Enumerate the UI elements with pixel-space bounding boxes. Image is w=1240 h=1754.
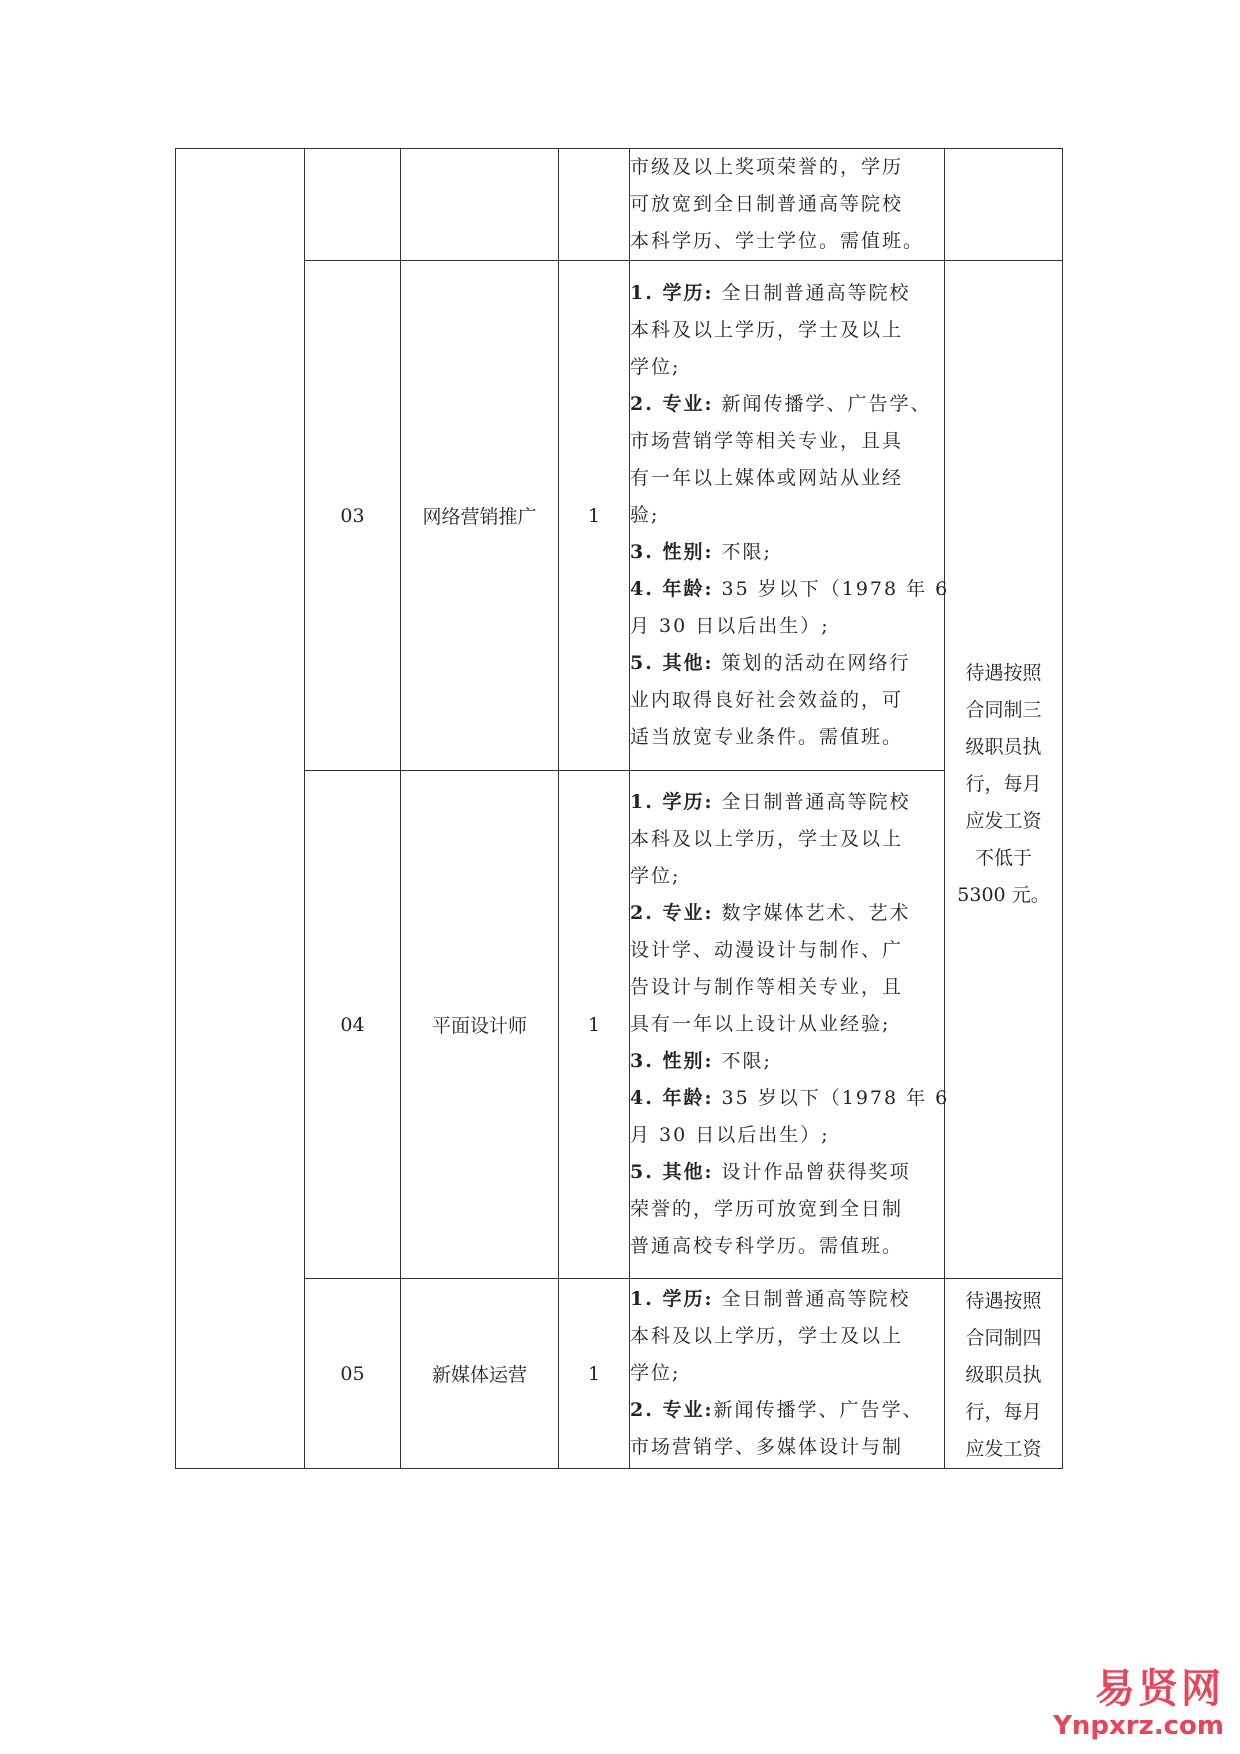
requirement-text: 本科及以上学历，学士及以上: [630, 319, 904, 341]
requirement-line: [630, 534, 944, 571]
requirement-line: [630, 149, 944, 186]
headcount: 1: [559, 1279, 630, 1469]
requirement-line: [630, 1191, 944, 1228]
requirement-line: [630, 1117, 944, 1154]
requirements-cell: [630, 1279, 945, 1469]
requirement-line: [630, 312, 944, 349]
requirement-text: 有一年以上媒体或网站从业经: [630, 467, 904, 489]
requirement-label: 1. 学历:: [630, 282, 714, 304]
requirement-text: 学位;: [630, 865, 681, 887]
watermark-site: Ynpxrz.com: [1053, 1711, 1224, 1741]
requirement-text: 验;: [630, 504, 660, 526]
requirement-line: [630, 1355, 944, 1392]
recruitment-table: [175, 148, 1063, 1469]
requirement-text: 本科及以上学历，学士及以上: [630, 1325, 904, 1347]
requirement-line: [630, 821, 944, 858]
requirement-label: 5. 其他:: [630, 1161, 714, 1183]
salary-line: 合同制四: [965, 1327, 1042, 1349]
headcount: [559, 149, 630, 261]
requirements-cell: [630, 149, 945, 261]
position-number: [305, 149, 401, 261]
requirement-line: [630, 1006, 944, 1043]
requirement-line: [630, 386, 944, 423]
salary-line: 行，每月: [965, 1401, 1042, 1423]
requirement-line: [630, 349, 944, 386]
table-row: [176, 1279, 1063, 1469]
position-title: 网络营销推广: [401, 261, 559, 771]
position-title: [401, 149, 559, 261]
requirement-label: 2. 专业:: [630, 1399, 714, 1421]
requirement-line: [630, 1392, 944, 1429]
requirement-text: 具有一年以上设计从业经验;: [630, 1013, 891, 1035]
requirement-text: 全日制普通高等院校: [713, 282, 911, 304]
requirement-line: [630, 858, 944, 895]
requirement-label: 4. 年龄:: [630, 1087, 714, 1109]
requirement-label: 5. 其他:: [630, 652, 714, 674]
salary-cell-empty: [945, 149, 1063, 261]
requirement-text: 新闻传播学、广告学、: [713, 393, 932, 415]
requirement-line: [630, 784, 944, 821]
requirement-text: 设计学、动漫设计与制作、广: [630, 939, 904, 961]
requirement-line: [630, 719, 944, 756]
requirement-text: 新闻传播学、广告学、: [713, 1399, 924, 1421]
requirements-cell: [630, 261, 950, 771]
salary-line: 5300 元。: [957, 884, 1050, 906]
requirement-line: [630, 423, 944, 460]
requirement-text: 月 30 日以后出生）;: [630, 1124, 830, 1146]
requirement-line: [630, 682, 944, 719]
requirement-text: 不限;: [713, 541, 772, 563]
requirement-text: 全日制普通高等院校: [713, 1288, 911, 1310]
requirement-text: 本科及以上学历，学士及以上: [630, 828, 904, 850]
requirement-text: 业内取得良好社会效益的，可: [630, 689, 904, 711]
requirement-line: [630, 1228, 944, 1265]
requirement-line: [630, 497, 944, 534]
requirement-line: [630, 608, 944, 645]
requirement-line: [630, 1429, 944, 1466]
salary-line: 不低于: [974, 847, 1032, 869]
requirement-line: [630, 969, 944, 1006]
requirement-text: 设计作品曾获得奖项: [713, 1161, 911, 1183]
headcount: 1: [559, 771, 630, 1279]
requirement-text: 月 30 日以后出生）;: [630, 615, 830, 637]
requirements-cell: [630, 771, 950, 1279]
salary-line: 级职员执: [965, 1364, 1042, 1386]
requirement-label: 3. 性别:: [630, 1050, 714, 1072]
table-row: [176, 149, 1063, 261]
requirement-label: 3. 性别:: [630, 541, 714, 563]
table-row: [176, 261, 1063, 771]
requirement-line: [630, 895, 944, 932]
requirement-text: 荣誉的，学历可放宽到全日制: [630, 1198, 904, 1220]
table-row: [176, 771, 1063, 1279]
requirement-label: 2. 专业:: [630, 902, 714, 924]
salary-line: 级职员执: [965, 736, 1042, 758]
requirement-line: [630, 1281, 944, 1318]
salary-line: 应发工资: [965, 1438, 1042, 1460]
headcount: 1: [559, 261, 630, 771]
requirement-text: 学位;: [630, 356, 681, 378]
position-number: 03: [305, 261, 401, 771]
requirement-text: 适当放宽专业条件。需值班。: [630, 726, 904, 748]
requirement-text: 全日制普通高等院校: [713, 791, 911, 813]
watermark-brand: 易贤网: [1095, 1666, 1224, 1712]
requirement-text: 普通高校专科学历。需值班。: [630, 1235, 904, 1257]
requirement-line: [630, 223, 944, 260]
requirement-label: 4. 年龄:: [630, 578, 714, 600]
requirement-line: [630, 932, 944, 969]
requirement-text: 可放宽到全日制普通高等院校: [630, 193, 904, 215]
requirement-line: [630, 1318, 944, 1355]
salary-line: 待遇按照: [965, 1290, 1042, 1312]
requirement-text: 告设计与制作等相关专业，且: [630, 976, 904, 998]
requirement-text: 本科学历、学士学位。需值班。: [630, 230, 925, 252]
requirement-line: [630, 1043, 944, 1080]
position-number: 04: [305, 771, 401, 1279]
salary-line: 应发工资: [965, 810, 1042, 832]
requirement-line: [630, 186, 944, 223]
salary-cell: [945, 1279, 1063, 1469]
salary-line: 行，每月: [965, 773, 1042, 795]
requirement-text: 35 岁以下（1978 年 6: [713, 1087, 950, 1109]
requirement-label: 1. 学历:: [630, 1288, 714, 1310]
requirement-line: [630, 1080, 950, 1117]
requirement-text: 学位;: [630, 1362, 681, 1384]
requirement-label: 1. 学历:: [630, 791, 714, 813]
requirement-line: [630, 1154, 944, 1191]
requirement-text: 不限;: [713, 1050, 772, 1072]
requirement-text: 数字媒体艺术、艺术: [713, 902, 911, 924]
salary-line: 待遇按照: [965, 662, 1042, 684]
requirement-line: [630, 645, 944, 682]
requirement-line: [630, 571, 950, 608]
position-title: 新媒体运营: [401, 1279, 559, 1469]
position-number: 05: [305, 1279, 401, 1469]
position-title: 平面设计师: [401, 771, 559, 1279]
requirement-text: 策划的活动在网络行: [713, 652, 911, 674]
requirement-label: 2. 专业:: [630, 393, 714, 415]
salary-cell: [945, 261, 1063, 1279]
requirement-text: 市场营销学等相关专业，且具: [630, 430, 904, 452]
watermark-logo: [1044, 1666, 1224, 1740]
requirement-line: [630, 460, 944, 497]
requirement-text: 市场营销学、多媒体设计与制: [630, 1436, 904, 1458]
requirement-line: [630, 275, 944, 312]
requirement-text: 35 岁以下（1978 年 6: [713, 578, 950, 600]
category-cell: [176, 149, 305, 1469]
salary-line: 合同制三: [965, 699, 1042, 721]
requirement-text: 市级及以上奖项荣誉的，学历: [630, 156, 904, 178]
